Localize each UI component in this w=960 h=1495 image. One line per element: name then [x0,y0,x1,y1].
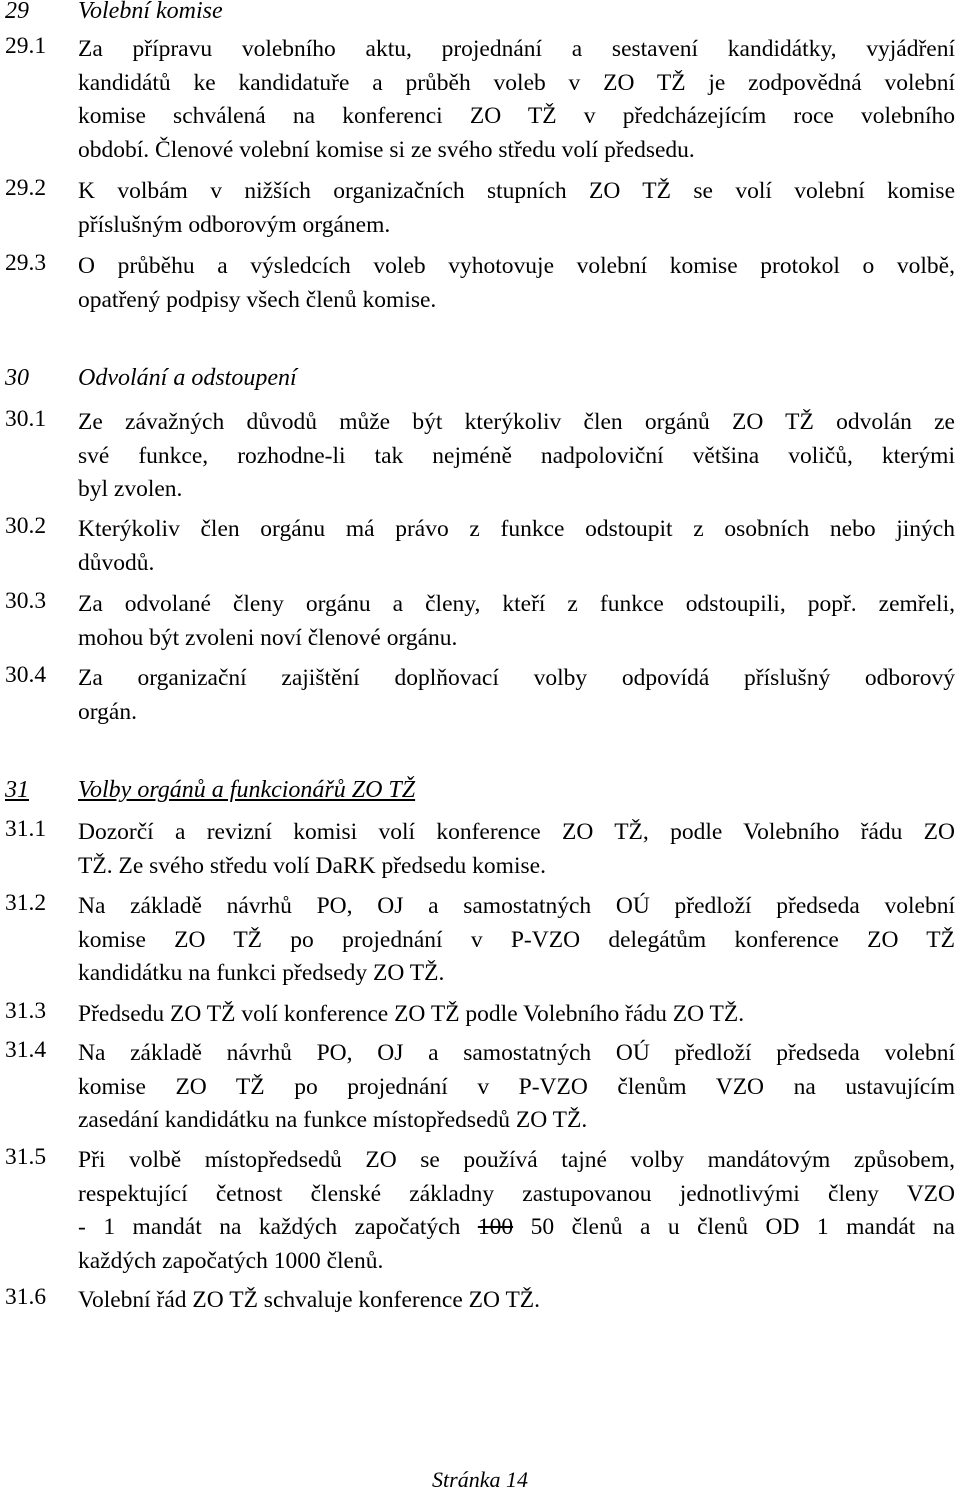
paragraph-text [78,1144,955,1278]
paragraph-number: 29.1 [5,33,47,59]
paragraph-30-4 [5,662,955,729]
paragraph-29-2 [5,175,955,242]
paragraph-31-1 [5,816,955,883]
text-line: kandidátku na funkci předsedy ZO TŽ. [78,960,445,986]
text-line: zasedání kandidátku na funkce místopředsedů ZO TŽ. [78,1107,588,1133]
paragraph-text [78,1284,955,1318]
paragraph-number: 31.5 [5,1144,47,1170]
paragraph-text [78,890,955,991]
text-line: Předsedu ZO TŽ volí konference ZO TŽ podle Volebního řádu ZO TŽ. [78,1001,745,1027]
text-line: respektující četnost členské základny zastupovanou jednotlivými členy VZO [78,1180,955,1207]
paragraph-29-3 [5,250,955,317]
paragraph-31-4 [5,1037,955,1138]
section-heading-30: 30 Odvolání a odstoupení [5,365,297,391]
text-line: příslušným odborovým orgánem. [78,211,391,238]
paragraph-number: 29.2 [5,175,47,201]
paragraph-text [78,406,955,507]
paragraph-text [78,33,955,167]
page-footer: Stránka 14 [432,1467,528,1492]
text-line: Na základě návrhů PO, OJ a samostatných OÚ předloží předseda volební [78,893,955,919]
text-line: své funkce, rozhodne-li tak nejméně nadpoloviční většina voličů, kterými [78,442,955,469]
paragraph-text [78,175,955,242]
paragraph-number: 31.3 [5,998,47,1024]
text-line: byl zvolen. [78,476,183,502]
paragraph-31-5 [5,1144,955,1278]
text-line: kandidátů ke kandidatuře a průběh voleb v ZO TŽ je zodpovědná volební [78,69,955,96]
paragraph-text [78,1037,955,1138]
text-line: Při volbě místopředsedů ZO se používá tajné volby mandátovým způsobem, [78,1147,955,1173]
text-line: TŽ. Ze svého středu volí DaRK předsedu komise. [78,852,546,879]
paragraph-number: 31.6 [5,1284,47,1310]
paragraph-number: 30.4 [5,662,47,688]
text-line: důvodů. [78,549,155,576]
paragraph-text [78,513,955,580]
paragraph-number: 30.1 [5,406,47,432]
paragraph-31-2 [5,890,955,991]
text-line: K volbám v nižších organizačních stupních ZO TŽ se volí volební komise [78,178,955,204]
text-line: mohou být zvoleni noví členové orgánu. [78,624,458,651]
text-line: Volební řád ZO TŽ schvaluje konference ZO TŽ. [78,1287,541,1313]
paragraph-text [78,998,955,1032]
text-line: Za odvolané členy orgánu a členy, kteří z funkce odstoupili, popř. zemřeli, [78,591,955,617]
paragraph-30-2 [5,513,955,580]
section-title: Volební komise [78,0,223,24]
paragraph-31-3 [5,998,955,1032]
paragraph-text [78,250,955,317]
text-line: komise ZO TŽ po projednání v P-VZO delegátům konference ZO TŽ [78,926,955,953]
text-line: O průběhu a výsledcích voleb vyhotovuje volební komise protokol o volbě, [78,253,955,279]
text-line: - 1 mandát na každých započatých 100 50 členů a u členů OD 1 mandát na [78,1214,955,1240]
struck-text: 100 [477,1214,514,1240]
section-heading-31: 31 Volby orgánů a funkcionářů ZO TŽ [5,777,416,803]
paragraph-30-3 [5,588,955,655]
paragraph-29-1 [5,33,955,167]
paragraph-text [78,588,955,655]
paragraph-number: 31.2 [5,890,47,916]
text-line: Za přípravu volebního aktu, projednání a sestavení kandidátky, vyjádření [78,36,955,62]
text-line: období. Členové volební komise si ze svého středu volí předsedu. [78,136,695,163]
section-title: Volby orgánů a funkcionářů ZO TŽ [78,777,416,803]
paragraph-number: 31.4 [5,1037,47,1063]
paragraph-text [78,816,955,883]
text-line: orgán. [78,698,137,725]
paragraph-31-6 [5,1284,955,1318]
text-line: každých započatých 1000 členů. [78,1247,384,1274]
section-heading-29: 29 Volební komise [5,0,223,24]
text-line: Kterýkoliv člen orgánu má právo z funkce odstoupit z osobních nebo jiných [78,516,955,542]
paragraph-number: 30.3 [5,588,47,614]
paragraph-number: 31.1 [5,816,47,842]
text-line: komise ZO TŽ po projednání v P-VZO členům VZO na ustavujícím [78,1073,955,1100]
text-line: Dozorčí a revizní komisi volí konference ZO TŽ, podle Volebního řádu ZO [78,819,955,845]
section-title: Odvolání a odstoupení [78,365,297,391]
paragraph-number: 29.3 [5,250,47,276]
text-line: Na základě návrhů PO, OJ a samostatných OÚ předloží předseda volební [78,1040,955,1066]
text-line: Za organizační zajištění doplňovací volby odpovídá příslušný odborový [78,665,955,691]
text-line: Ze závažných důvodů může být kterýkoliv člen orgánů ZO TŽ odvolán ze [78,409,955,435]
text-line: komise schválená na konferenci ZO TŽ v předcházejícím roce volebního [78,103,955,129]
paragraph-text [78,662,955,729]
text-line: opatřený podpisy všech členů komise. [78,286,437,313]
paragraph-number: 30.2 [5,513,47,539]
paragraph-30-1 [5,406,955,507]
